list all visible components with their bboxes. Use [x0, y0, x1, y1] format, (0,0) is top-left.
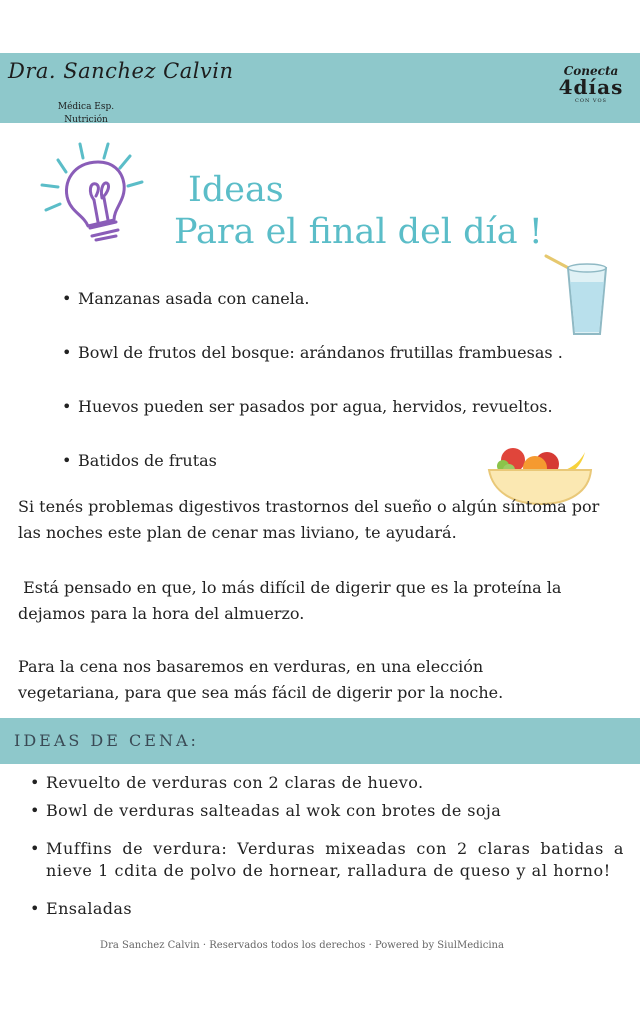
list-item: • Revuelto de verduras con 2 claras de huevo.: [30, 772, 624, 794]
page-title-line2: Para el final del día !: [174, 212, 543, 252]
lightbulb-icon: [38, 140, 148, 250]
header-bar: [0, 53, 640, 123]
doctor-logo: [8, 59, 234, 125]
paragraph-protein: Está pensado en que, lo más difícil de digerir que es la proteína la dejamos para la hora del almuerzo.: [18, 578, 562, 623]
list-item: • Bowl de verduras salteadas al wok con brotes de soja: [30, 800, 624, 822]
doctor-specialty: Médica Esp. Nutrición: [57, 102, 115, 125]
conecta-badge: Conecta 4días CON VOS: [558, 64, 624, 104]
list-item: • Bowl de frutos del bosque: arándanos frutillas frambuesas .: [62, 342, 563, 396]
doctor-signature: Dra. Sanchez Calvin: [8, 59, 234, 83]
list-item: • Huevos pueden ser pasados por agua, hervidos, revueltos.: [62, 396, 563, 450]
list-item: • Ensaladas: [30, 898, 624, 920]
dinner-ideas-list: [30, 772, 624, 920]
dinner-ideas-band: [0, 718, 640, 764]
paragraph-digestive: Si tenés problemas digestivos trastornos del sueño o algún síntoma por las noches este plan de cenar mas liviano, te ayudará.: [18, 497, 600, 542]
paragraph-vegetables: Para la cena nos basaremos en verduras, en una elección vegetariana, para que sea más fácil de digerir por la noche.: [18, 657, 504, 702]
dinner-ideas-heading: IDEAS DE CENA:: [14, 731, 199, 750]
footer-credits: Dra Sanchez Calvin · Reservados todos los derechos · Powered by SiulMedicina: [100, 940, 504, 951]
page-title-line1: Ideas: [188, 170, 284, 210]
list-item: • Manzanas asada con canela.: [62, 288, 563, 342]
list-item: • Batidos de frutas: [62, 450, 563, 504]
list-item: • Muffins de verdura: Verduras mixeadas con 2 claras batidas a nieve 1 cdita de polvo de hornear, ralladura de queso y al horno!: [30, 838, 624, 882]
ideas-list: [62, 288, 563, 504]
